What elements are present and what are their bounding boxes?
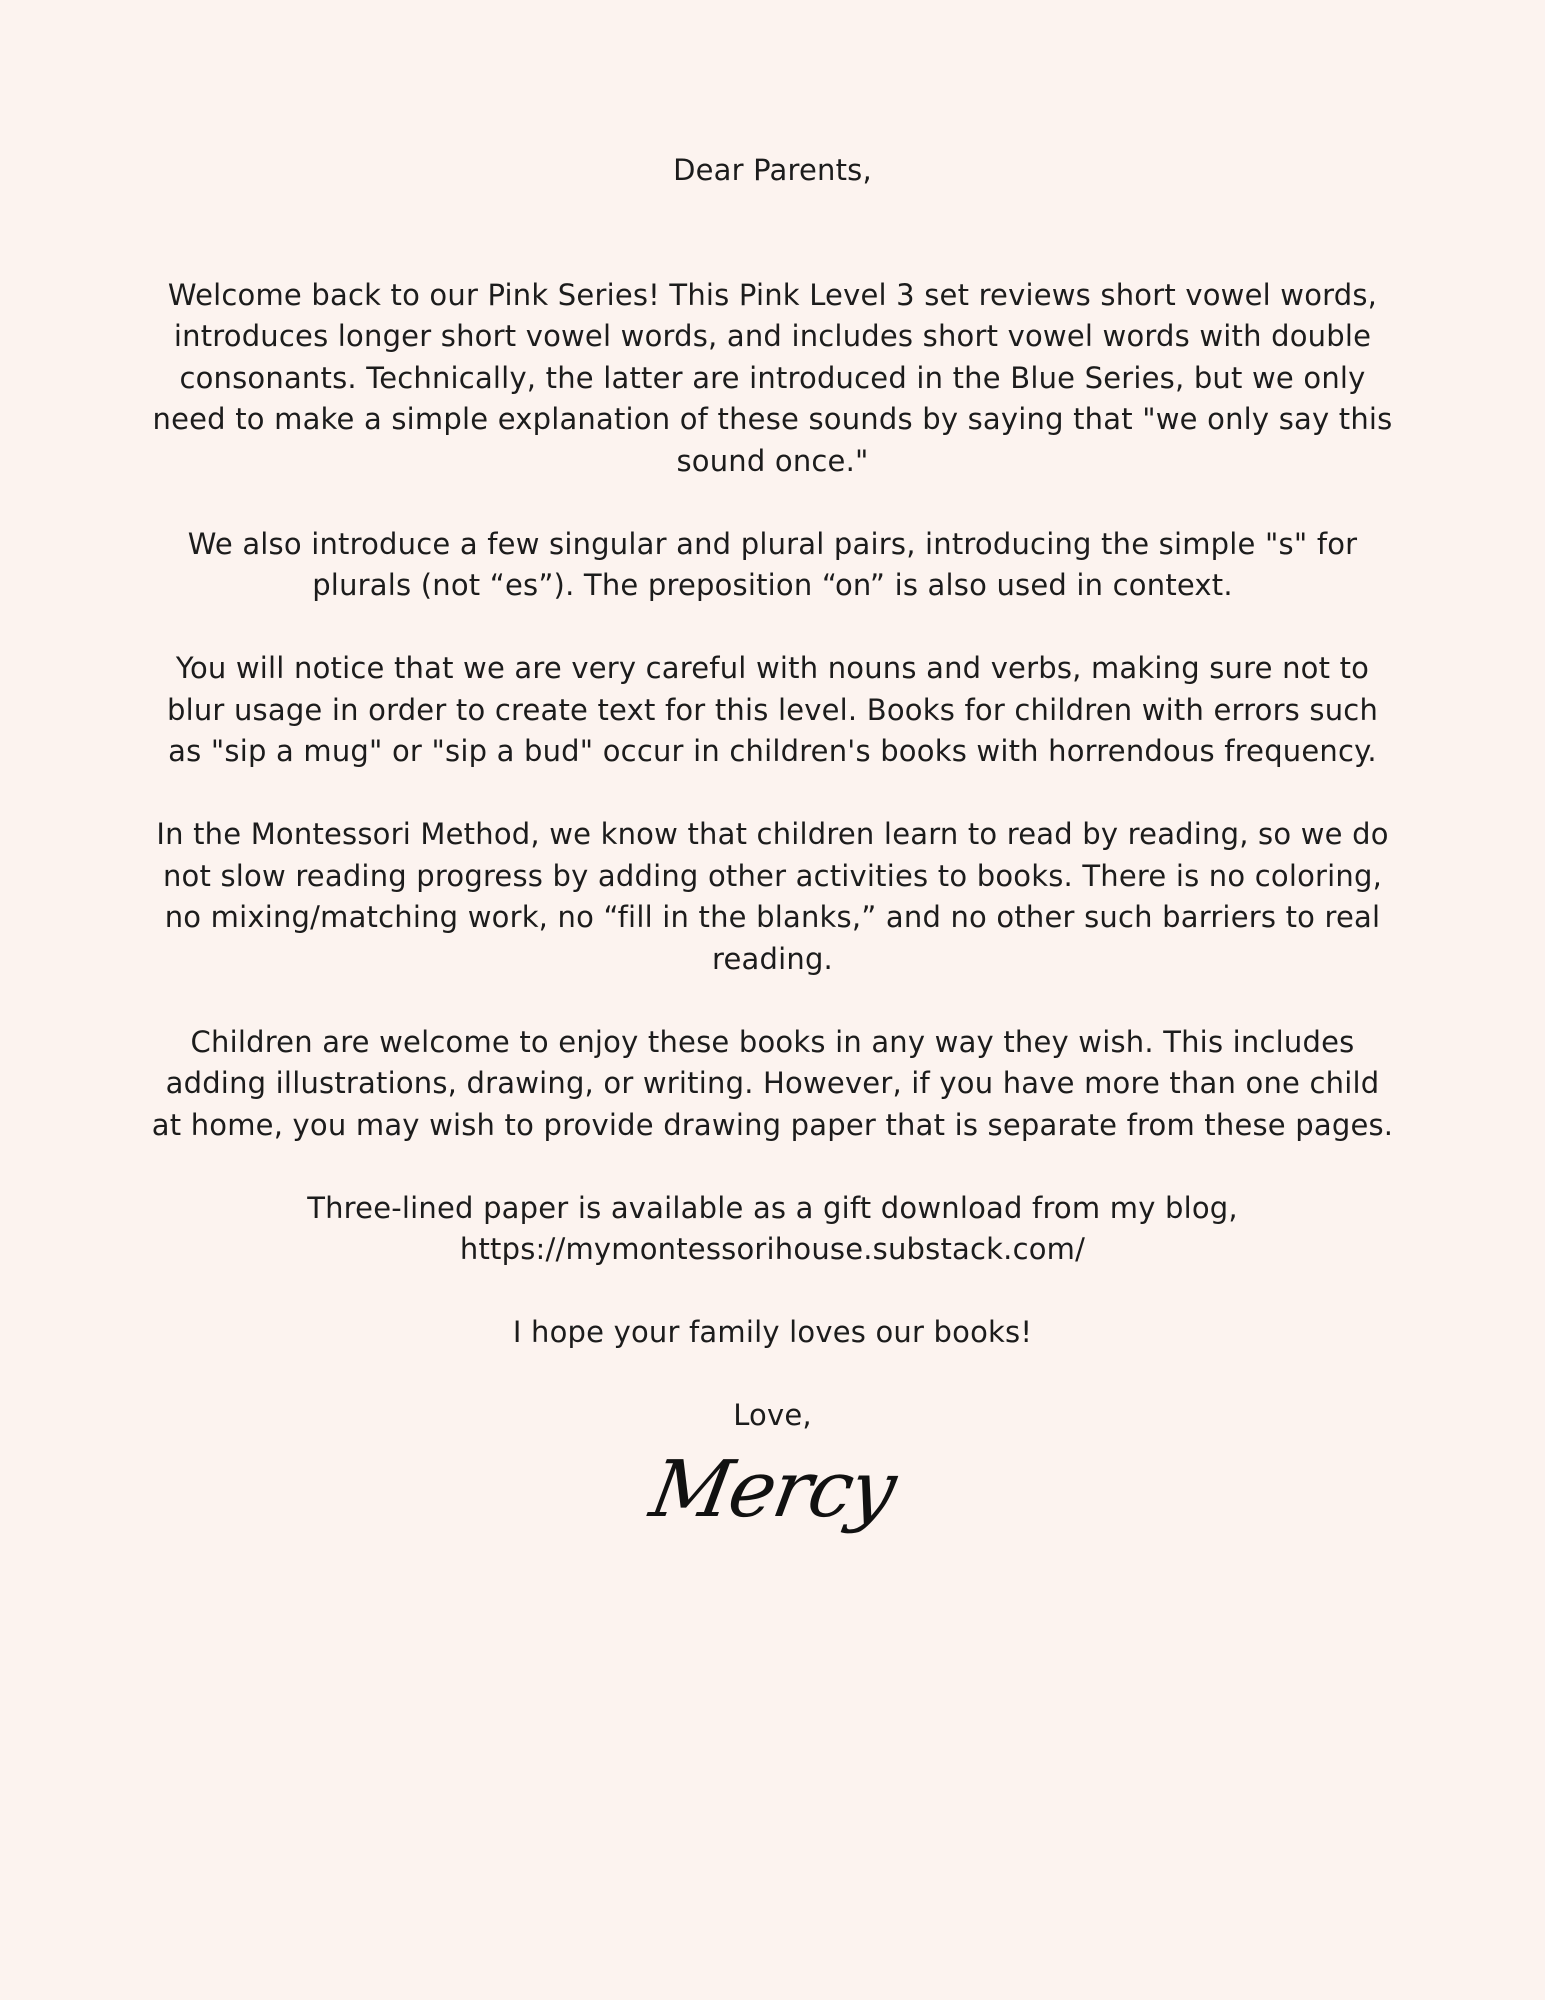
closing-love: Love,: [733, 1398, 812, 1432]
paragraph-three-lined-paper: [150, 1188, 1395, 1271]
blog-url-link[interactable]: https://mymontessorihouse.substack.com/: [459, 1232, 1086, 1266]
paragraph-plurals: We also introduce a few singular and plural pairs, introducing the simple "s" for plurals (not “es”). The preposition “on” is also used in context.: [187, 526, 1358, 602]
paragraph-nouns-verbs: You will notice that we are very careful with nouns and verbs, making sure not to blur usage in order to create text for this level. Books for children with errors such as "sip a mug" or "sip a bud" occur in children's books with horrendous frequency.: [166, 651, 1379, 768]
paragraph-enjoy-books: Children are welcome to enjoy these books in any way they wish. This includes adding illustrations, drawing, or writing. However, if you have more than one child at home, you may wish to provide drawing paper that is separate from these pages.: [151, 1024, 1394, 1142]
blog-note: Three-lined paper is available as a gift download from my blog,: [307, 1190, 1238, 1225]
greeting: Dear Parents,: [673, 153, 872, 187]
signature: Mercy: [644, 1444, 901, 1535]
paragraph-pink-series-intro: Welcome back to our Pink Series! This Pink Level 3 set reviews short vowel words, introduces longer short vowel words, and includes short vowel words with double consonants. Technically, the latter are introduced in the Blue Series, but we only need to make a simple explanation of these sounds by saying that "we only say this sound once.": [152, 277, 1393, 478]
letter-body: [150, 150, 1395, 1535]
hope-line: I hope your family loves our books!: [512, 1315, 1033, 1349]
paragraph-montessori-method: In the Montessori Method, we know that children learn to read by reading, so we do not slow reading progress by adding other activities to books. There is no coloring, no mixing/matching work, no “fill in the blanks,” and no other such barriers to real reading.: [156, 817, 1389, 976]
